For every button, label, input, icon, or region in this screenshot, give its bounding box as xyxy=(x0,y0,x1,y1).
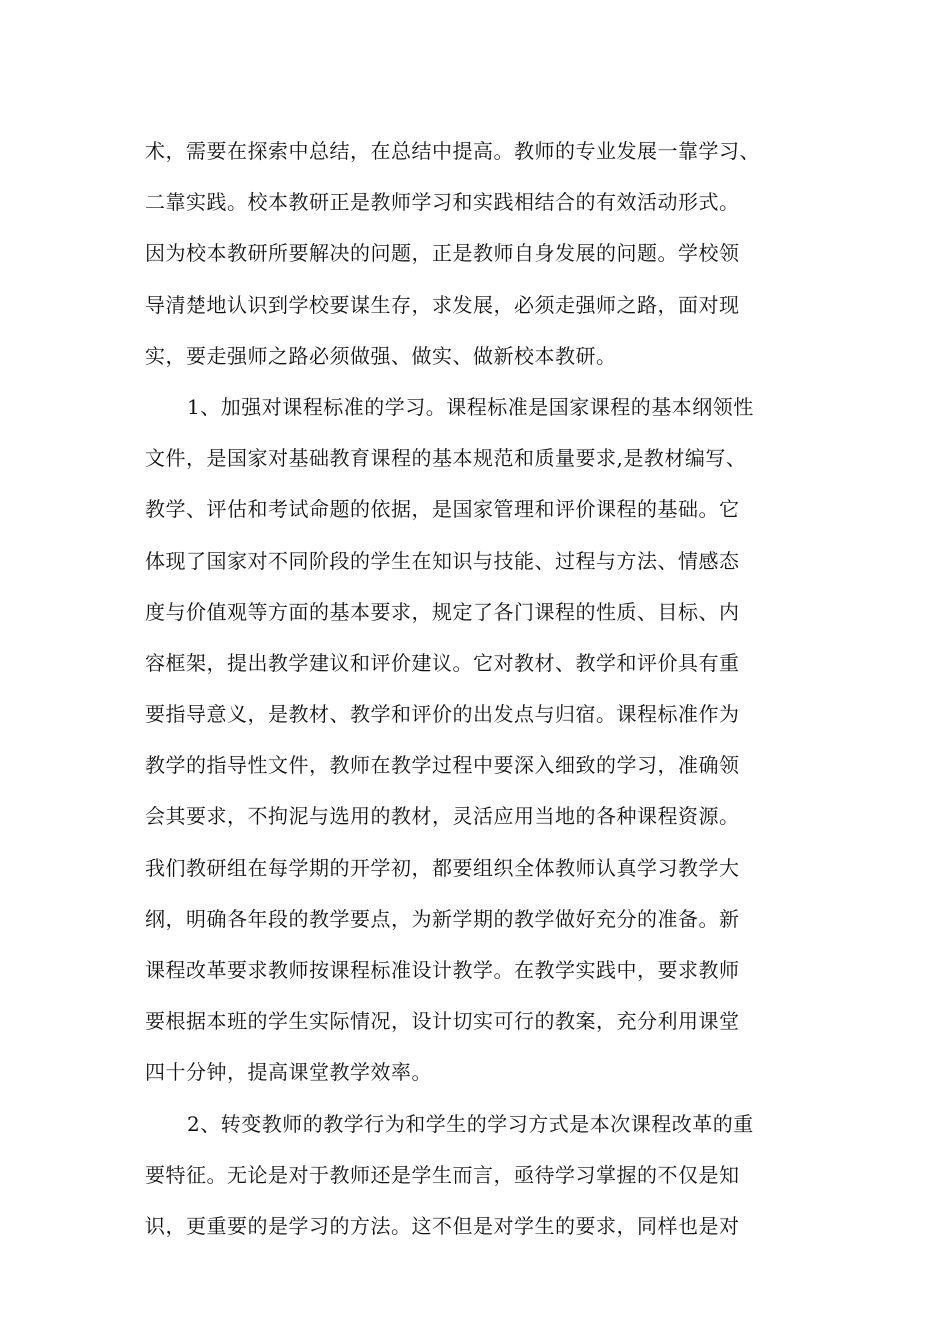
paragraph-first-line: 1、加强对课程标准的学习。课程标准是国家课程的基本纲领性 xyxy=(187,394,754,419)
text-line: 纲，明确各年段的教学要点，为新学期的教学做好充分的准备。新 xyxy=(145,906,740,931)
text-line: 容框架，提出教学建议和评价建议。它对教材、教学和评价具有重 xyxy=(145,650,740,675)
text-line: 课程改革要求教师按课程标准设计教学。在教学实践中，要求教师 xyxy=(145,958,740,982)
text-line: 度与价值观等方面的基本要求，规定了各门课程的性质、目标、内 xyxy=(145,599,740,624)
text-line: 教学、评估和考试命题的依据，是国家管理和评价课程的基础。它 xyxy=(145,497,740,522)
text-line: 教学的指导性文件，教师在教学过程中要深入细致的学习，准确领 xyxy=(145,753,740,778)
text-line: 实，要走强师之路必须做强、做实、做新校本教研。 xyxy=(145,343,617,368)
text-line: 我们教研组在每学期的开学初，都要组织全体教师认真学习教学大 xyxy=(145,855,740,880)
text-line: 二靠实践。校本教研正是教师学习和实践相结合的有效活动形式。 xyxy=(145,190,740,215)
text-line: 文件，是国家对基础教育课程的基本规范和质量要求,是教材编写、 xyxy=(145,446,747,471)
text-line: 要根据本班的学生实际情况，设计切实可行的教案，充分利用课堂 xyxy=(145,1009,740,1034)
text-line: 要指导意义，是教材、教学和评价的出发点与归宿。课程标准作为 xyxy=(145,702,740,727)
body-text xyxy=(145,126,817,1252)
text-line: 因为校本教研所要解决的问题，正是教师自身发展的问题。学校领 xyxy=(145,241,740,266)
text-line: 导清楚地认识到学校要谋生存，求发展，必须走强师之路，面对现 xyxy=(145,292,740,317)
text-line: 识，更重要的是学习的方法。这不但是对学生的要求，同样也是对 xyxy=(145,1213,740,1238)
text-line: 四十分钟，提高课堂教学效率。 xyxy=(145,1060,432,1085)
paragraph-first-line: 2、转变教师的教学行为和学生的学习方式是本次课程改革的重 xyxy=(187,1111,754,1136)
text-line: 术，需要在探索中总结，在总结中提高。教师的专业发展一靠学习、 xyxy=(145,139,760,163)
text-line: 会其要求，不拘泥与选用的教材，灵活应用当地的各种课程资源。 xyxy=(145,804,740,829)
text-line: 要特征。无论是对于教师还是学生而言，亟待学习掌握的不仅是知 xyxy=(145,1162,740,1187)
text-line: 体现了国家对不同阶段的学生在知识与技能、过程与方法、情感态 xyxy=(145,548,740,573)
